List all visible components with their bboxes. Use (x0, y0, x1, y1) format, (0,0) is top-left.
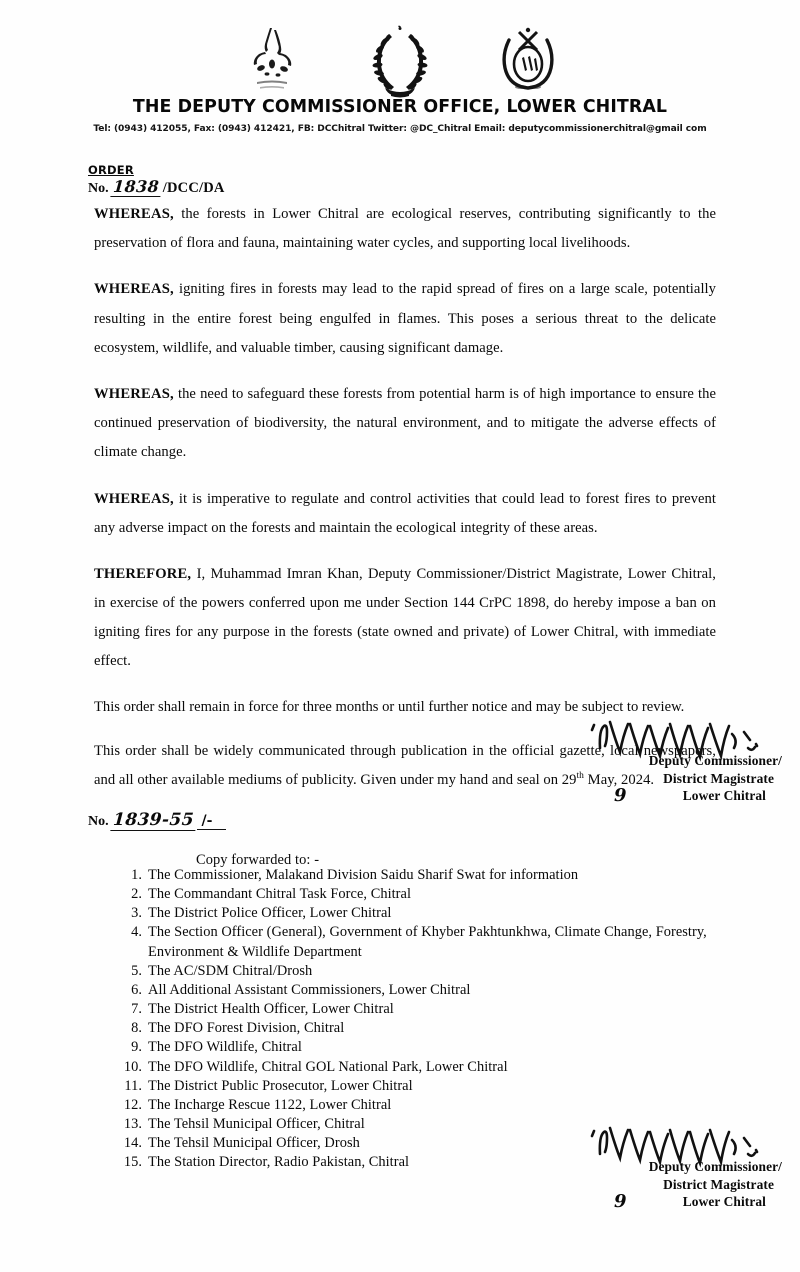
initial-mark-bottom: 9 (614, 1191, 627, 1213)
list-item (118, 1000, 758, 1019)
list-item-label: The District Police Officer, Lower Chitral (148, 905, 392, 922)
paragraph-text-5: I, Muhammad Imran Khan, Deputy Commissioner/District Magistrate, Lower Chitral, in exercise of the powers conferred upon me under Section 144 CrPC 1898, do hereby impose a ban on igniting fires for any purpose in the forests (state owned and private) of Lower Chitral, with immediate effect. (94, 565, 716, 670)
signature-line-2: District Magistrate (663, 770, 774, 786)
list-item-number: 6. (131, 981, 142, 998)
khyber-pakhtunkhwa-provincial-emblem (495, 24, 561, 98)
signature-line-1: Deputy Commissioner/ (648, 753, 782, 768)
list-item-label: The Commandant Chitral Task Force, Chitral (148, 886, 412, 903)
paragraph-lead-1: WHEREAS, (94, 206, 174, 222)
dispatch-number-line (88, 812, 226, 831)
list-item (118, 923, 758, 961)
list-item-number: 8. (131, 1020, 142, 1037)
dispatch-number-prefix: No. (88, 814, 109, 829)
dispatch-number-handwritten: 1839-55 (110, 812, 196, 831)
list-item-label: The Section Officer (General), Government of Khyber Pakhtunkhwa, Climate Change, Forestry, Environment & Wildlife Department (148, 924, 707, 960)
list-item-number: 15. (123, 1154, 142, 1171)
list-item-label: The DFO Wildlife, Chitral GOL National Park, Lower Chitral (148, 1058, 508, 1075)
list-item-label: The Tehsil Municipal Officer, Chitral (148, 1116, 365, 1133)
list-item-number: 3. (131, 905, 142, 922)
list-item-number: 4. (131, 924, 142, 941)
force-duration-note: This order shall remain in force for three months or until further notice and may be subject to review. (94, 698, 685, 715)
copy-forwarded-list (118, 866, 758, 1173)
signature-line-3 (556, 787, 786, 805)
emblem-row (0, 20, 800, 98)
list-item (118, 962, 758, 981)
list-item-number: 7. (131, 1001, 142, 1018)
list-item-number: 2. (131, 886, 142, 903)
signature-line-3-text: Lower Chitral (682, 788, 766, 804)
signature-line-3-text: Lower Chitral (682, 1194, 766, 1210)
list-item (118, 885, 758, 904)
order-number-handwritten: 1838 (110, 179, 161, 197)
contact-info-line: Tel: (0943) 412055, Fax: (0943) 412421, FB: DCChitral Twitter: @DC_Chitral Email: deputycommissionerchitral@gmail com (93, 124, 707, 134)
paragraph-text-3: the need to safeguard these forests from potential harm is of high importance to ensure the continued preservation of biodiversity, the natural environment, and to mitigate the adverse effects of climate change. (94, 385, 716, 461)
signature-line-1: Deputy Commissioner/ (648, 1159, 782, 1174)
whereas-paragraph-4 (94, 485, 716, 543)
signature-block-top (556, 752, 786, 805)
paragraph-text-4: it is imperative to regulate and control activities that could lead to forest fires to prevent any adverse impact on the forests and maintain the ecological integrity of these areas. (94, 490, 716, 536)
list-item (118, 1058, 758, 1077)
paragraph-lead-4: WHEREAS, (94, 490, 174, 507)
pakistan-state-laurel-emblem (367, 24, 433, 98)
list-item-number: 1. (131, 867, 142, 883)
list-item-number: 13. (123, 1116, 142, 1133)
whereas-paragraph-1 (94, 200, 716, 258)
list-item-number: 14. (123, 1135, 142, 1152)
publication-text-post: May, 2024. (583, 771, 655, 788)
paragraph-text-2: igniting fires in forests may lead to the rapid spread of fires on a large scale, potentially resulting in the entire forest being engulfed in flames. This poses a serious threat to the delicate ecosystem, wildlife, and valuable timber, causing significant damage. (94, 281, 716, 356)
signature-line-3 (556, 1193, 786, 1211)
list-item-label: The DFO Wildlife, Chitral (148, 1039, 302, 1056)
markhor-crest-emblem (239, 24, 305, 98)
signature-line-2: District Magistrate (663, 1176, 774, 1192)
whereas-paragraph-3 (94, 380, 716, 468)
publication-text-pre: This order shall be widely communicated through publication in the official gazette, local newspapers, and all other available mediums of publicity. Given under my hand and seal on 29 (94, 743, 716, 788)
list-item-label: The District Public Prosecutor, Lower Chitral (148, 1077, 413, 1094)
list-item (118, 1038, 758, 1057)
list-item (118, 1019, 758, 1038)
order-body (94, 200, 716, 811)
page-title: THE DEPUTY COMMISSIONER OFFICE, LOWER CHITRAL (132, 97, 668, 117)
list-item-number: 9. (131, 1039, 142, 1056)
list-item-label: The AC/SDM Chitral/Drosh (148, 962, 313, 979)
signature-designation-bottom (556, 1158, 786, 1211)
signature-block-bottom (556, 1158, 786, 1211)
paragraph-lead-5: THEREFORE, (94, 565, 192, 582)
paragraph-text-1: the forests in Lower Chitral are ecological reserves, contributing significantly to the preservation of flora and fauna, maintaining water cycles, and supporting local livelihoods. (94, 206, 716, 252)
list-item-label: The District Health Officer, Lower Chitral (148, 1001, 394, 1018)
list-item (118, 981, 758, 1000)
list-item-label: The Station Director, Radio Pakistan, Chitral (148, 1154, 410, 1171)
list-item-number: 10. (123, 1058, 142, 1075)
list-item-label: The Tehsil Municipal Officer, Drosh (148, 1135, 360, 1152)
whereas-paragraph-2 (94, 275, 716, 363)
date-ordinal-suffix: th (576, 770, 584, 781)
list-item-number: 5. (131, 962, 142, 979)
copy-forwarded-heading: Copy forwarded to: - (196, 852, 320, 868)
list-item (118, 866, 758, 885)
order-number-suffix: /DCC/DA (162, 180, 225, 196)
list-item (118, 904, 758, 923)
paragraph-lead-3: WHEREAS, (94, 385, 174, 402)
list-item (118, 1134, 758, 1153)
list-item-label: The DFO Forest Division, Chitral (148, 1020, 345, 1037)
order-label: ORDER (88, 163, 134, 177)
list-item-label: The Incharge Rescue 1122, Lower Chitral (148, 1096, 392, 1113)
order-number-line (88, 179, 225, 197)
order-number-prefix: No. (88, 181, 109, 196)
list-item (118, 1115, 758, 1134)
list-item-label: The Commissioner, Malakand Division Saidu Sharif Swat for information (148, 867, 579, 883)
list-item-number: 11. (124, 1077, 142, 1094)
order-heading-block (88, 163, 225, 197)
list-item (118, 1077, 758, 1096)
signature-designation-top (556, 752, 786, 805)
dispatch-number-tail: /- (197, 813, 226, 830)
list-item-label: All Additional Assistant Commissioners, Lower Chitral (148, 981, 471, 998)
list-item-number: 12. (123, 1096, 142, 1113)
list-item (118, 1096, 758, 1115)
paragraph-lead-2: WHEREAS, (94, 281, 174, 298)
initial-mark-top: 9 (614, 785, 627, 807)
therefore-paragraph (94, 560, 716, 677)
